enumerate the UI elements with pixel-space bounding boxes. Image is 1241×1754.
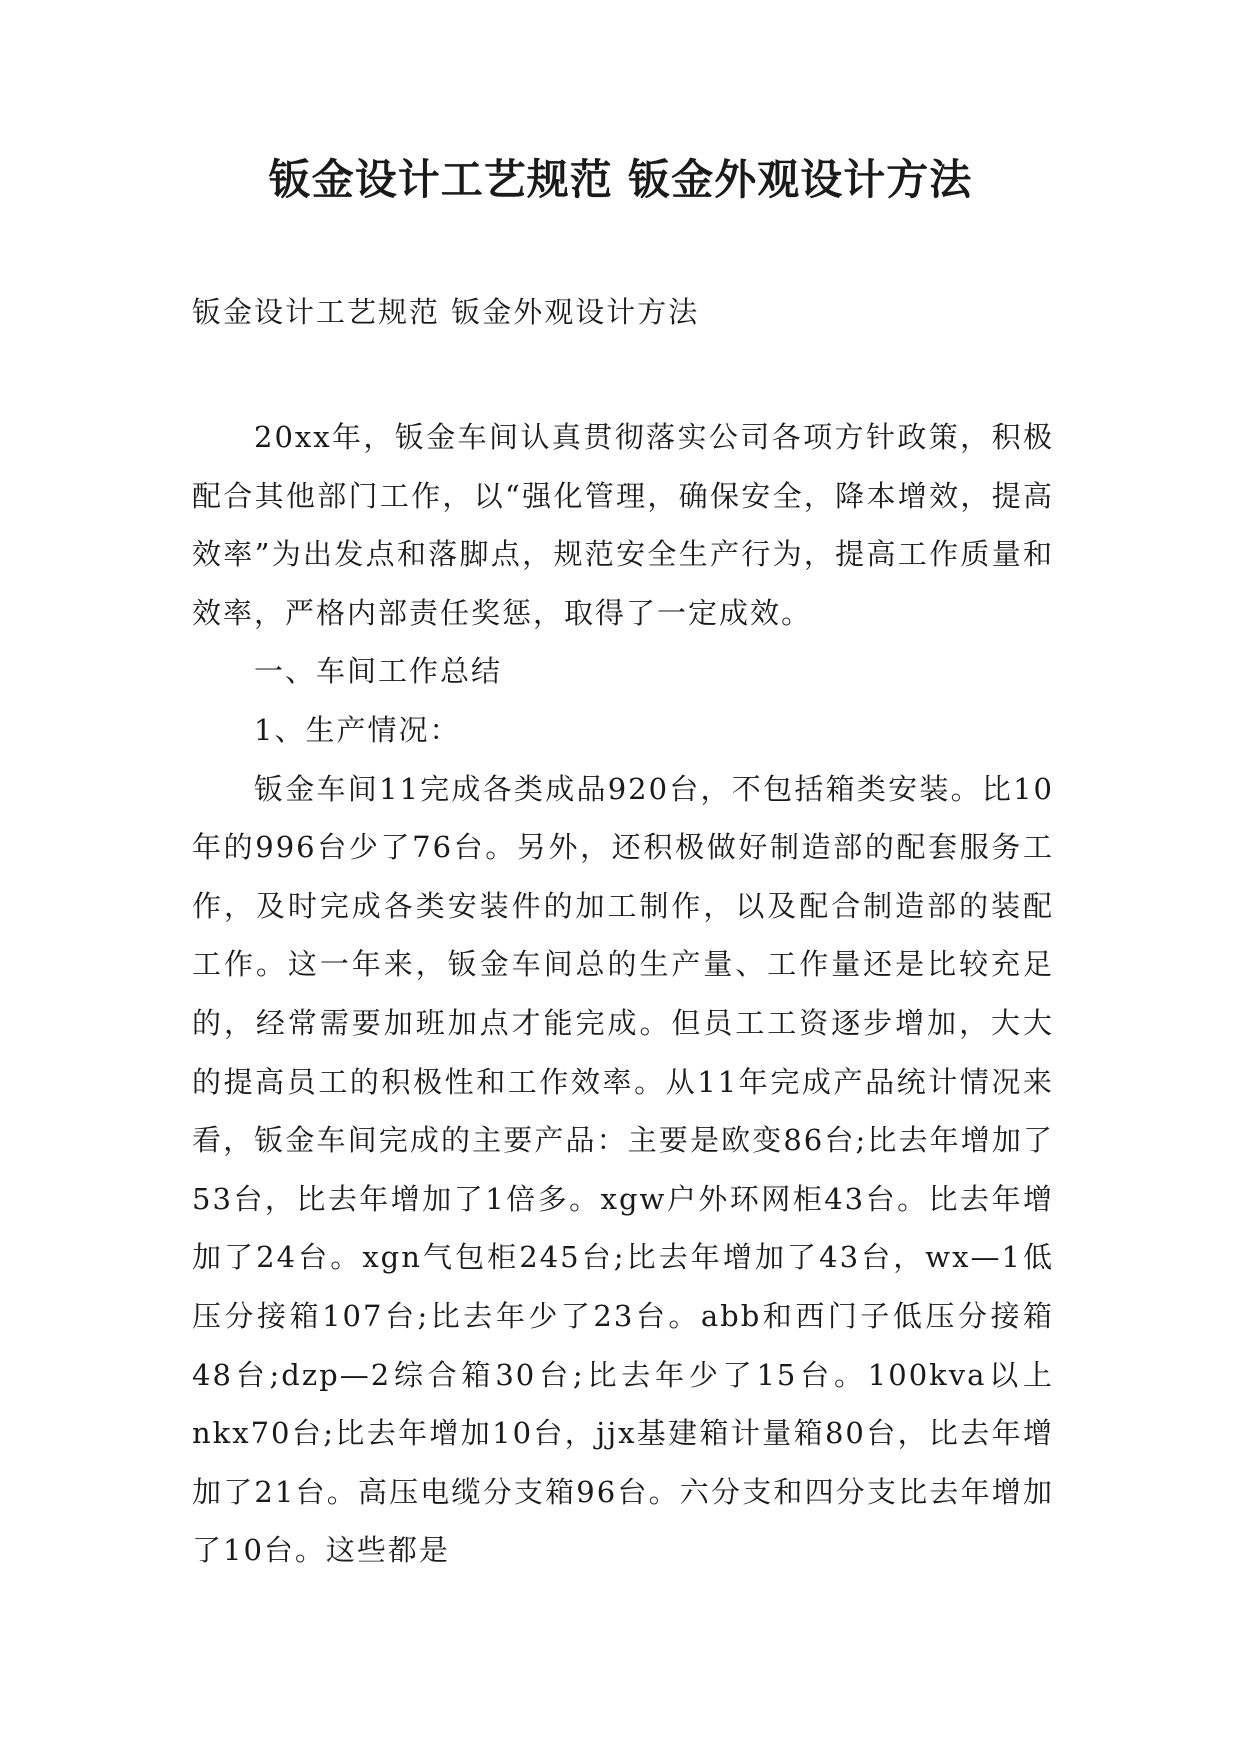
- paragraph-production: 钣金车间11完成各类成品920台，不包括箱类安装。比10年的996台少了76台。另外，还积极做好制造部的配套服务工作，及时完成各类安装件的加工制作，以及配合制造部的装配工作。这一年来，钣金车间总的生产量、工作量还是比较充足的，经常需要加班加点才能完成。但员工工资逐步增加，大大的提高员工的积极性和工作效率。从11年完成产品统计情况来看，钣金车间完成的主要产品：主要是欧变86台;比去年增加了53台，比去年增加了1倍多。xgw户外环网柜43台。比去年增加了24台。xgn气包柜245台;比去年增加了43台，wx—1低压分接箱107台;比去年少了23台。abb和西门子低压分接箱48台;dzp—2综合箱30台;比去年少了15台。100kva以上nkx70台;比去年增加10台，jjx基建箱计量箱80台，比去年增加了21台。高压电缆分支箱96台。六分支和四分支比去年增加了10台。这些都是: [192, 771, 1054, 1568]
- subsection-heading: 1、生产情况：: [254, 712, 461, 747]
- document-body: [192, 408, 1054, 1580]
- paragraph-intro: 20xx年，钣金车间认真贯彻落实公司各项方针政策，积极配合其他部门工作，以“强化管理，确保安全，降本增效，提高效率”为出发点和落脚点，规范安全生产行为，提高工作质量和效率，严格内部责任奖惩，取得了一定成效。: [192, 420, 1054, 630]
- document-title: 钣金设计工艺规范 钣金外观设计方法: [268, 155, 973, 204]
- section-heading: 一、车间工作总结: [254, 654, 503, 689]
- document-subtitle: 钣金设计工艺规范 钣金外观设计方法: [192, 295, 700, 329]
